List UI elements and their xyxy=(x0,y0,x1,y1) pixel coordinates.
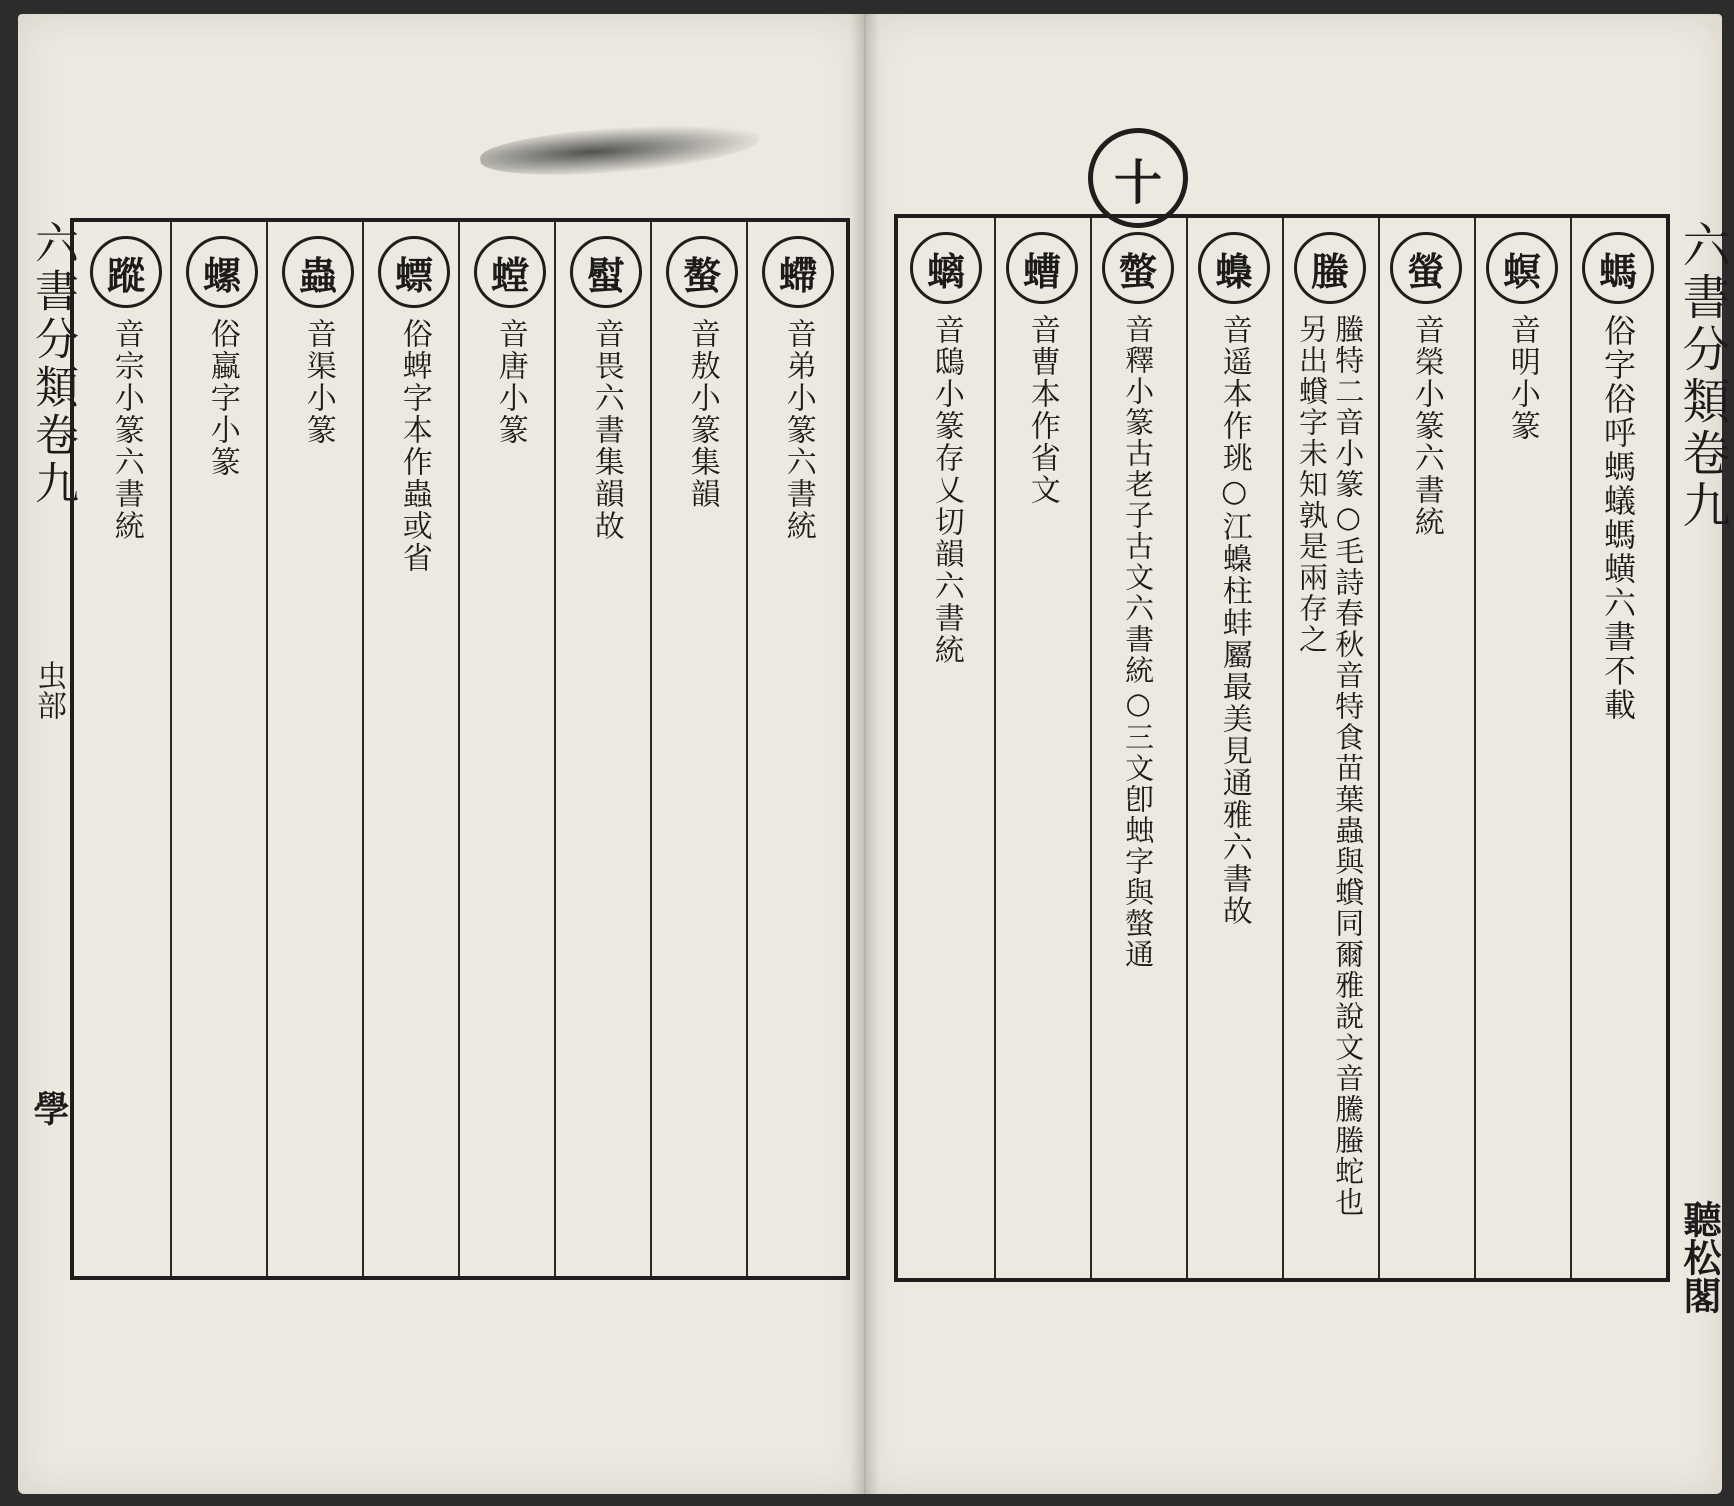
head-character: 螱 xyxy=(570,236,642,308)
entry-text: 音遥本作珧○江蟂柱蚌屬最美見通雅六書故 xyxy=(1216,314,1252,927)
column-rule xyxy=(1090,218,1092,1278)
entry-text: 俗蜱字本作蟲或省 xyxy=(396,318,432,574)
entry-text: 音明小篆 xyxy=(1504,314,1540,442)
entry-column xyxy=(902,218,990,1278)
entry-column xyxy=(178,222,266,1276)
entry-text: 俗字俗呼螞蟻螞蟥六書不載 xyxy=(1599,314,1637,722)
head-character: 蟂 xyxy=(1198,232,1270,304)
entry-text: 俗蠃字小篆 xyxy=(204,318,240,478)
entry-text: 音宗小篆六書統 xyxy=(108,318,144,542)
entry-column xyxy=(1478,218,1566,1278)
head-character: 螫 xyxy=(1102,232,1174,304)
head-character: 螵 xyxy=(378,236,450,308)
column-rule xyxy=(1474,218,1476,1278)
head-character: 螢 xyxy=(1390,232,1462,304)
column-rule xyxy=(1378,218,1380,1278)
head-character: 螺 xyxy=(186,236,258,308)
entry-column xyxy=(1094,218,1182,1278)
column-rule xyxy=(266,222,268,1276)
entry-column xyxy=(274,222,362,1276)
head-character: 蟲 xyxy=(282,236,354,308)
entry-text: 音敖小篆集韻 xyxy=(684,318,720,510)
column-rule xyxy=(746,222,748,1276)
column-rule xyxy=(554,222,556,1276)
head-character: 螯 xyxy=(666,236,738,308)
column-rule xyxy=(1282,218,1284,1278)
volume-label: 卷九 xyxy=(1674,428,1730,532)
entry-text: 音畏六書集韻故 xyxy=(588,318,624,542)
entry-text: 音曹本作省文 xyxy=(1024,314,1060,506)
entry-text: 音渠小篆 xyxy=(300,318,336,446)
entry-column xyxy=(998,218,1086,1278)
entry-column xyxy=(466,222,554,1276)
entry-column xyxy=(754,222,842,1276)
column-rule xyxy=(994,218,996,1278)
column-rule xyxy=(1570,218,1572,1278)
entry-text: 音弟小篆六書統 xyxy=(780,318,816,542)
entry-column xyxy=(82,222,170,1276)
column-rule xyxy=(650,222,652,1276)
head-character: 螳 xyxy=(474,236,546,308)
entry-column xyxy=(1190,218,1278,1278)
head-character: 螣 xyxy=(1294,232,1366,304)
column-rule xyxy=(1186,218,1188,1278)
head-character: 蹤 xyxy=(90,236,162,308)
head-character: 螮 xyxy=(762,236,834,308)
column-rule xyxy=(458,222,460,1276)
right-margin-title xyxy=(1668,220,1734,532)
head-character: 螟 xyxy=(1486,232,1558,304)
left-text-frame xyxy=(70,218,850,1280)
head-character: 螞 xyxy=(1582,232,1654,304)
head-character: 螭 xyxy=(910,232,982,304)
entry-column xyxy=(370,222,458,1276)
column-rule xyxy=(362,222,364,1276)
entry-column xyxy=(1286,218,1374,1278)
right-text-frame xyxy=(894,214,1670,1282)
entry-text: 音釋小篆古老子古文六書統○三文卽䖵字與螫通 xyxy=(1121,314,1156,970)
entry-text: 音唐小篆 xyxy=(492,318,528,446)
entry-column xyxy=(658,222,746,1276)
book-title-left: 六書分類 xyxy=(27,220,78,412)
entry-text: 螣特二音小篆○毛詩春秋音特食苗葉蟲與蟘同爾雅說文音騰螣蛇也另出蟘字未知孰是兩存之 xyxy=(1295,314,1366,1218)
left-folio: 學 xyxy=(28,1090,70,1126)
volume-label-left: 卷九 xyxy=(27,412,78,508)
head-character: 螬 xyxy=(1006,232,1078,304)
page-number: 十 xyxy=(1088,128,1188,228)
book-title: 六書分類 xyxy=(1674,220,1730,428)
book-gutter xyxy=(850,14,880,1494)
column-rule xyxy=(170,222,172,1276)
radical-section: 虫部 xyxy=(31,660,66,720)
entry-column xyxy=(1574,218,1662,1278)
entry-column xyxy=(562,222,650,1276)
entry-column xyxy=(1382,218,1470,1278)
entry-text: 音榮小篆六書統 xyxy=(1408,314,1444,538)
entry-text: 音鴟小篆存乂切韻六書統 xyxy=(928,314,964,666)
right-folio: 聽松閣 xyxy=(1677,1200,1722,1314)
